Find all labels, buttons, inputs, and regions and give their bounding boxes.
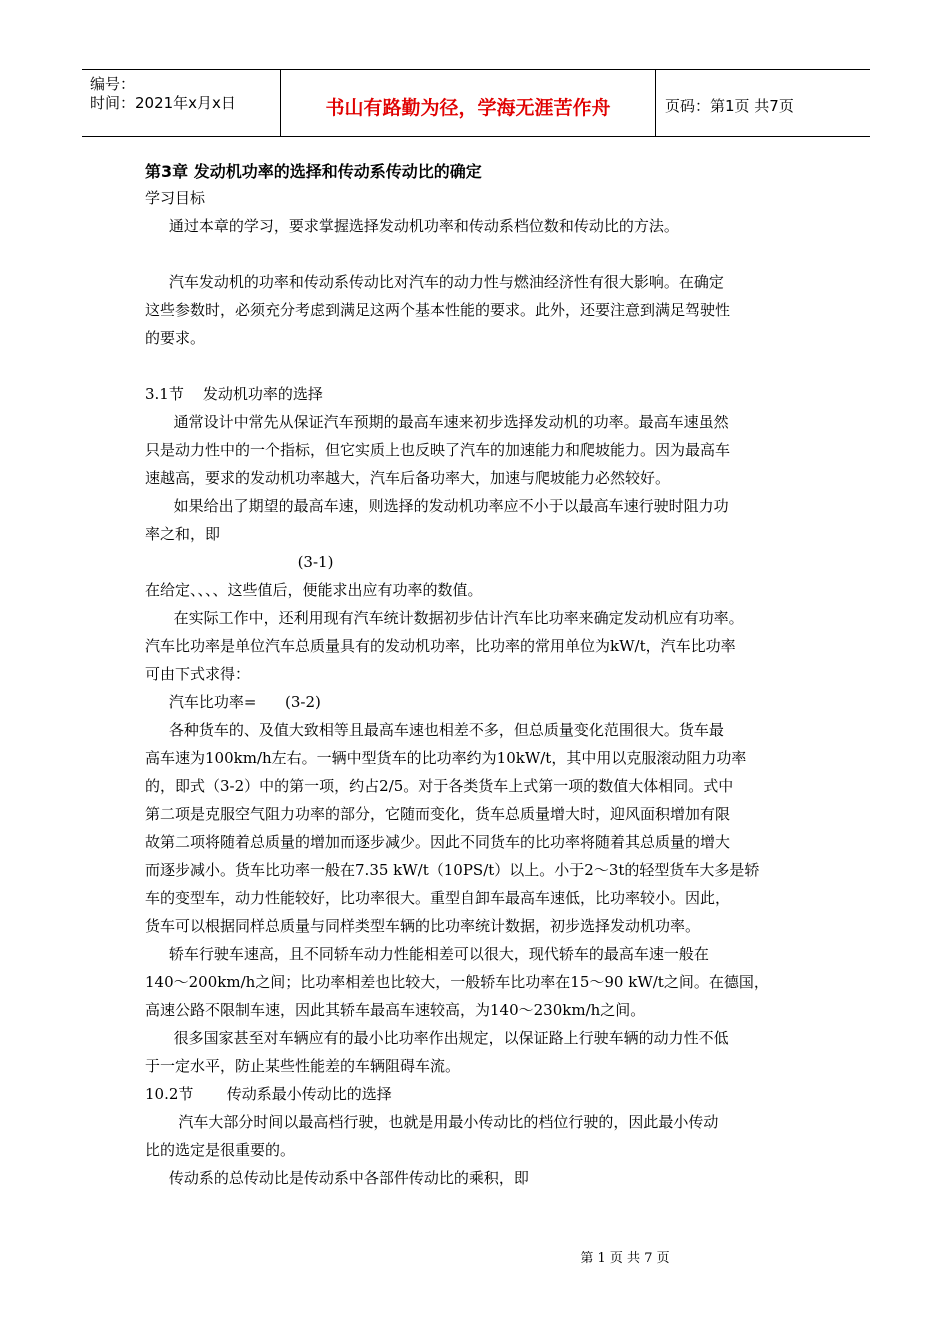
text-line: 通过本章的学习，要求掌握选择发动机功率和传动系档位数和传动比的方法。 — [145, 217, 679, 235]
text-line: 高速公路不限制车速，因此其轿车最高车速较高，为140～230km/h之间。 — [145, 1001, 646, 1019]
text-line: 轿车行驶车速高，且不同轿车动力性能相差可以很大，现代轿车的最高车速一般在 — [145, 945, 709, 963]
text-line: 的要求。 — [145, 329, 206, 347]
header-motto-cell — [281, 70, 656, 136]
text-line: 很多国家甚至对车辆应有的最小比功率作出规定，以保证路上行驶车辆的动力性不低 — [145, 1029, 729, 1047]
text-line: 如果给出了期望的最高车速，则选择的发动机功率应不小于以最高车速行驶时阻力功 — [145, 497, 729, 515]
text-line: 3.1节 发动机功率的选择 — [145, 385, 323, 403]
text-line: 而逐步减小。货车比功率一般在7.35 kW/t（10PS/t）以上。小于2～3t的轻型货车大多是轿 — [145, 861, 760, 879]
text-line: 汽车比功率是单位汽车总质量具有的发动机功率，比功率的常用单位为kW/t，汽车比功率 — [145, 637, 736, 655]
page-header — [82, 69, 870, 137]
text-line: 率之和，即 — [145, 525, 221, 543]
text-line: 速越高，要求的发动机功率越大，汽车后备功率大，加速与爬坡能力必然较好。 — [145, 469, 671, 487]
text-lines — [145, 212, 810, 1192]
text-line: 可由下式求得： — [145, 665, 251, 683]
document-number: 编号： — [90, 75, 136, 93]
text-line: 汽车比功率= (3-2) — [145, 693, 321, 711]
header-page-cell — [656, 70, 870, 136]
goal-heading: 学习目标 — [145, 189, 206, 207]
text-line: 货车可以根据同样总质量与同样类型车辆的比功率统计数据，初步选择发动机功率。 — [145, 917, 701, 935]
header-info-cell — [82, 70, 281, 136]
text-line: 只是动力性中的一个指标，但它实质上也反映了汽车的加速能力和爬坡能力。因为最高车 — [145, 441, 731, 459]
text-line — [145, 352, 810, 380]
document-date: 时间：2021年x月x日 — [90, 94, 236, 112]
text-line: 汽车发动机的功率和传动系传动比对汽车的动力性与燃油经济性有很大影响。在确定 — [145, 273, 724, 291]
text-line: 车的变型车，动力性能较好，比功率很大。重型自卸车最高车速低，比功率较小。因此， — [145, 889, 731, 907]
text-line: 这些参数时，必须充分考虑到满足这两个基本性能的要求。此外，还要注意到满足驾驶性 — [145, 301, 731, 319]
text-line: 于一定水平，防止某些性能差的车辆阻碍车流。 — [145, 1057, 461, 1075]
motto-text: 书山有路勤为径，学海无涯苦作舟 — [325, 97, 611, 119]
text-line: 高车速为100km/h左右。一辆中型货车的比功率约为10kW/t，其中用以克服滚动阻力功率 — [145, 749, 747, 767]
text-line: 故第二项将随着总质量的增加而逐步减少。因此不同货车的比功率将随着其总质量的增大 — [145, 833, 731, 851]
text-line: 比的选定是很重要的。 — [145, 1141, 296, 1159]
text-line: 传动系的总传动比是传动系中各部件传动比的乘积，即 — [145, 1169, 529, 1187]
text-line: 第二项是克服空气阻力功率的部分，它随而变化，货车总质量增大时，迎风面积增加有限 — [145, 805, 731, 823]
text-line: 在实际工作中，还利用现有汽车统计数据初步估计汽车比功率来确定发动机应有功率。 — [145, 609, 744, 627]
page-footer — [0, 1247, 950, 1266]
text-line: (3-1) — [145, 553, 334, 571]
text-line: 通常设计中常先从保证汽车预期的最高车速来初步选择发动机的功率。最高车速虽然 — [145, 413, 729, 431]
text-line — [145, 240, 810, 268]
text-line: 汽车大部分时间以最高档行驶，也就是用最小传动比的档位行驶的，因此最小传动 — [145, 1113, 719, 1131]
text-line: 的，即式（3-2）中的第一项，约占2/5。对于各类货车上式第一项的数值大体相同。式中 — [145, 777, 734, 795]
text-line: 在给定、、、、这些值后，便能求出应有功率的数值。 — [145, 581, 483, 599]
footer-page-number: 第 1 页 共 7 页 — [580, 1251, 670, 1266]
text-line: 140～200km/h之间；比功率相差也比较大，一般轿车比功率在15～90 kW/t之间。在德国， — [145, 973, 769, 991]
chapter-title: 第3章 发动机功率的选择和传动系传动比的确定 — [145, 162, 482, 181]
document-body — [145, 160, 810, 1192]
text-line: 各种货车的、及值大致相等且最高车速也相差不多，但总质量变化范围很大。货车最 — [145, 721, 724, 739]
header-page-number: 页码：第1页 共7页 — [665, 97, 794, 115]
text-line: 10.2节 传动系最小传动比的选择 — [145, 1085, 392, 1103]
